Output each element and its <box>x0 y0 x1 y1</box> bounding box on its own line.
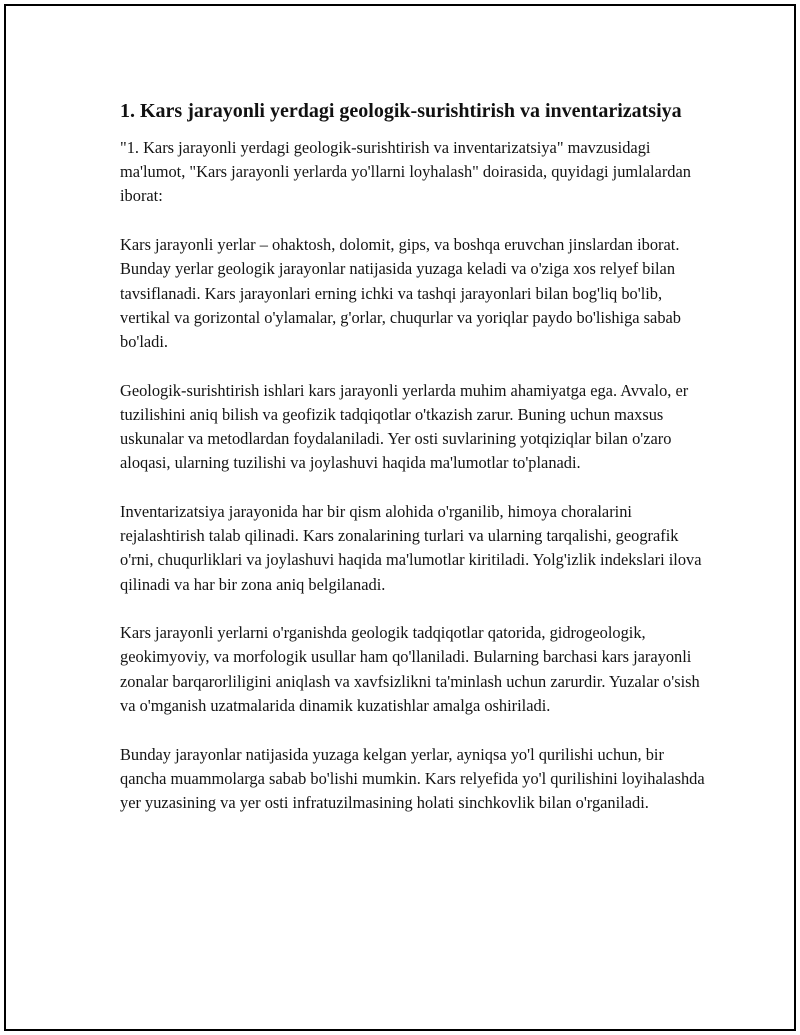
section-heading: 1. Kars jarayonli yerdagi geologik-surishtirish va inventarizatsiya <box>120 100 682 122</box>
paragraph-road-construction: Bunday jarayonlar natijasida yuzaga kelgan yerlar, ayniqsa yo'l qurilishi uchun, bir qancha muammolarga sabab bo'lishi mumkin. Kars relyefida yo'l qurilishini loyihalashda yer yuzasining va yer osti infratuzilmasining holati sinchkovlik bilan o'rganiladi. <box>120 744 705 812</box>
paragraph-geological-survey: Geologik-surishtirish ishlari kars jarayonli yerlarda muhim ahamiyatga ega. Avvalo, er tuzilishini aniq bilish va geofizik tadqiqotlar o'tkazish zarur. Buning uchun maxsus uskunalar va metodlardan foydalaniladi. Yer osti suvlarining yotqiziqlar bilan o'zaro aloqasi, ularning tuzilishi va joylashuvi haqida ma'lumotlar to'planadi. <box>120 380 689 473</box>
paragraph-inventory: Inventarizatsiya jarayonida har bir qism alohida o'rganilib, himoya choralarini rejalashtirish talab qilinadi. Kars zonalarining turlari va ularning tarqalishi, geografik o'rni, chuqurliklari va joylashuvi haqida ma'lumotlar kiritiladi. Yolg'izlik indekslari ilova qilinadi va har bir zona aniq belgilanadi. <box>120 501 702 594</box>
paragraph-methods: Kars jarayonli yerlarni o'rganishda geologik tadqiqotlar qatorida, gidrogeologik, geokimyoviy, va morfologik usullar ham qo'llaniladi. Bularning barchasi kars jarayonli zonalar barqarorliligini aniqlash va xavfsizlikni ta'minlash uchun zarurdir. Yuzalar o'sish va o'mganish uzatmalarida dinamik kuzatishlar amalga oshiriladi. <box>120 623 700 715</box>
paragraph-kars-definition: Kars jarayonli yerlar – ohaktosh, dolomit, gips, va boshqa eruvchan jinslardan iborat. Bunday yerlar geologik jarayonlar natijasida yuzaga keladi va o'ziga xos relyef bilan tavsiflanadi. Kars jarayonlari erning ichki va tashqi jarayonlari bilan bog'liq bo'lib, vertikal va gorizontal o'ylamalar, g'orlar, chuqurlar va yoriqlar paydo bo'lishiga sabab bo'ladi. <box>120 235 681 351</box>
page-frame <box>4 4 796 1031</box>
document-body <box>120 98 710 840</box>
paragraph-intro: "1. Kars jarayonli yerdagi geologik-surishtirish va inventarizatsiya" mavzusidagi ma'lumot, "Kars jarayonli yerlarda yo'llarni loyhalash" doirasida, quyidagi jumlalardan iborat: <box>120 138 691 206</box>
